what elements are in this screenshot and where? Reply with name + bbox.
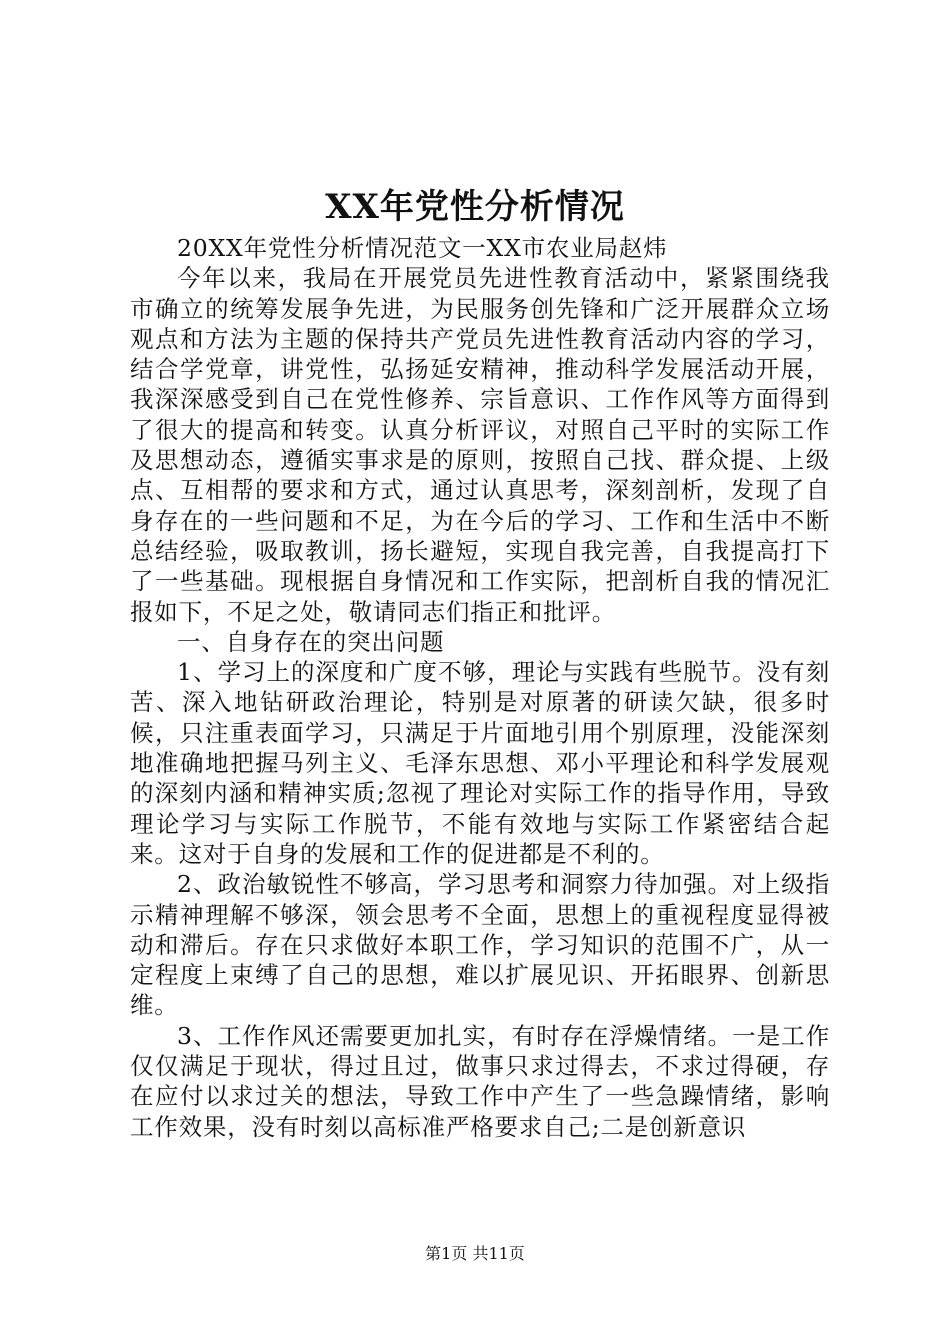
point-3-paragraph: 3、工作作风还需要更加扎实，有时存在浮燥情绪。一是工作仅仅满足于现状，得过且过，做事只求过得去，不求过得硬，存在应付以求过关的想法，导致工作中产生了一些急躁情绪，影响工作效果，没有时刻以高标准严格要求自己;二是创新意识 bbox=[130, 1021, 830, 1141]
document-body bbox=[130, 233, 830, 1142]
document-title: XX年党性分析情况 bbox=[325, 187, 625, 227]
point-1-paragraph: 1、学习上的深度和广度不够，理论与实践有些脱节。没有刻苦、深入地钻研政治理论，特别是对原著的研读欠缺，很多时候，只注重表面学习，只满足于片面地引用个别原理，没能深刻地准确地把握马列主义、毛泽东思想、邓小平理论和科学发展观的深刻内涵和精神实质;忽视了理论对实际工作的指导作用，导致理论学习与实际工作脱节，不能有效地与实际工作紧密结合起来。这对于自身的发展和工作的促进都是不利的。 bbox=[130, 658, 830, 868]
section-heading: 一、自身存在的突出问题 bbox=[177, 627, 445, 656]
subtitle-paragraph: 20XX年党性分析情况范文一XX市农业局赵炜 bbox=[177, 234, 668, 262]
page-number-footer: 第1页 共11页 bbox=[425, 1244, 525, 1263]
point-2-paragraph: 2、政治敏锐性不够高，学习思考和洞察力待加强。对上级指示精神理解不够深，领会思考不全面，思想上的重视程度显得被动和滞后。存在只求做好本职工作，学习知识的范围不广，从一定程度上束缚了自己的思想，难以扩展见识、开拓眼界、创新思维。 bbox=[130, 870, 830, 1020]
intro-paragraph: 今年以来，我局在开展党员先进性教育活动中，紧紧围绕我市确立的统筹发展争先进，为民服务创先锋和广泛开展群众立场观点和方法为主题的保持共产党员先进性教育活动内容的学习，结合学党章，讲党性，弘扬延安精神，推动科学发展活动开展，我深深感受到自己在党性修养、宗旨意识、工作作风等方面得到了很大的提高和转变。认真分析评议，对照自己平时的实际工作及思想动态，遵循实事求是的原则，按照自己找、群众提、上级点、互相帮的要求和方式，通过认真思考，深刻剖析，发现了自身存在的一些问题和不足，为在今后的学习、工作和生活中不断总结经验，吸取教训，扬长避短，实现自我完善，自我提高打下了一些基础。现根据自身情况和工作实际，把剖析自我的情况汇报如下，不足之处，敬请同志们指正和批评。 bbox=[130, 264, 830, 626]
